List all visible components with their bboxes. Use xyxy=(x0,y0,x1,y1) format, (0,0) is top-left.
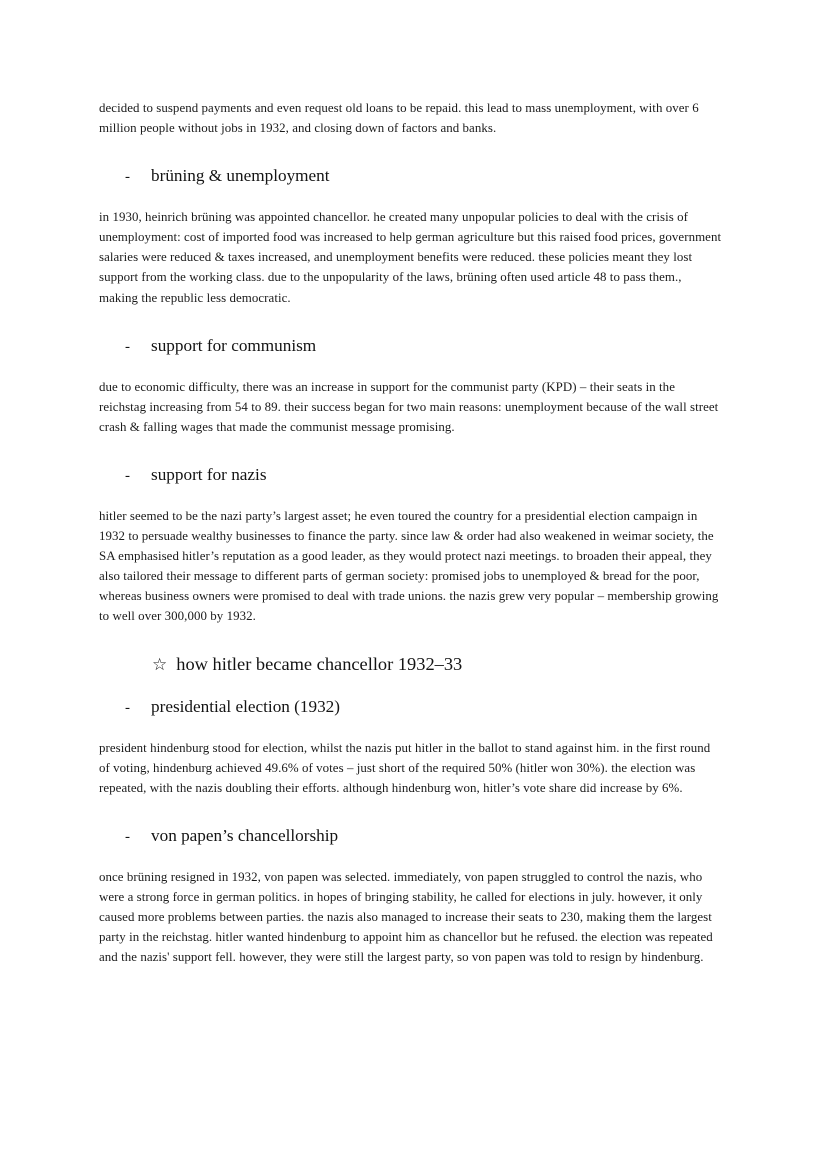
paragraph-bruning-policies: in 1930, heinrich brüning was appointed chancellor. he created many unpopular policies to deal with the crisis of unemployment: cost of imported food was increased to help german agriculture but this raised food prices, government salaries were reduced & taxes increased, and unemployment benefits were reduced. these policies meant they lost support from the working class. due to the unpopularity of the laws, brüning often used article 48 to pass them., making the republic less democratic. xyxy=(99,210,722,305)
spacer xyxy=(99,437,723,463)
heading-label: support for communism xyxy=(151,335,317,355)
spacer xyxy=(99,849,723,867)
heading-label: von papen’s chancellorship xyxy=(151,825,339,845)
paragraph-communist-support: due to economic difficulty, there was an increase in support for the communist party (KPD) – their seats in the reichstag increasing from 54 to 89. their success began for two main reasons: unemployment because of the wall street crash & falling wages that made the communist message promising. xyxy=(99,379,719,434)
heading-von-papen-chancellorship xyxy=(99,824,723,849)
spacer xyxy=(99,798,723,824)
spacer xyxy=(99,627,723,651)
heading-support-for-nazis xyxy=(99,463,723,488)
paragraph-mass-unemployment: decided to suspend payments and even request old loans to be repaid. this lead to mass unemployment, with over 6 million people without jobs in 1932, and closing down of factors and banks. xyxy=(99,101,699,136)
bullet-dash-icon: - xyxy=(125,169,130,186)
heading-label: how hitler became chancellor 1932–33 xyxy=(176,653,463,674)
bullet-dash-icon: - xyxy=(125,467,130,484)
heading-label: presidential election (1932) xyxy=(151,696,340,716)
spacer xyxy=(99,359,723,377)
spacer xyxy=(99,308,723,334)
document-body xyxy=(99,98,723,967)
bullet-dash-icon: - xyxy=(125,338,130,355)
paragraph-presidential-election: president hindenburg stood for election, whilst the nazis put hitler in the ballot to stand against him. in the first round of voting, hindenburg achieved 49.6% of votes – just short of the required 50% (hitler won 30%). the election was repeated, with the nazis doubling their efforts. although hindenburg won, hitler’s vote share did increase by 6%. xyxy=(99,740,711,795)
heading-support-for-communism xyxy=(99,334,723,359)
star-icon: ☆ xyxy=(152,654,168,674)
spacer xyxy=(99,488,723,506)
spacer xyxy=(99,720,723,738)
heading-label: support for nazis xyxy=(151,464,267,484)
spacer xyxy=(99,677,723,695)
bullet-dash-icon: - xyxy=(125,699,130,716)
heading-bruning-unemployment xyxy=(99,164,723,189)
spacer xyxy=(99,138,723,164)
heading-presidential-election xyxy=(99,695,723,720)
bullet-dash-icon: - xyxy=(125,828,130,845)
paragraph-von-papen: once brüning resigned in 1932, von papen was selected. immediately, von papen struggled to control the nazis, who were a strong force in german politics. in hopes of bringing stability, he called for elections in july. however, it only caused more problems between parties. the nazis also managed to increase their seats to 230, making them the largest party in the reichstag. hitler wanted hindenburg to appoint him as chancellor but he refused. the election was repeated and the nazis' support fell. however, they were still the largest party, so von papen was told to resign by hindenburg. xyxy=(99,869,713,965)
spacer xyxy=(99,189,723,207)
heading-label: brüning & unemployment xyxy=(151,166,330,186)
heading-how-hitler-became-chancellor xyxy=(99,651,723,677)
paragraph-nazi-support: hitler seemed to be the nazi party’s largest asset; he even toured the country for a presidential election campaign in 1932 to persuade wealthy businesses to finance the party. since law & order had also weakened in weimar society, the SA emphasised hitler’s reputation as a good leader, as they would protect nazi meetings. to broaden their appeal, they also tailored their message to different parts of german society: promised jobs to unemployed & bread for the poor, whereas business owners were promised to deal with trade unions. the nazis grew very popular – membership growing to well over 300,000 by 1932. xyxy=(99,508,719,624)
